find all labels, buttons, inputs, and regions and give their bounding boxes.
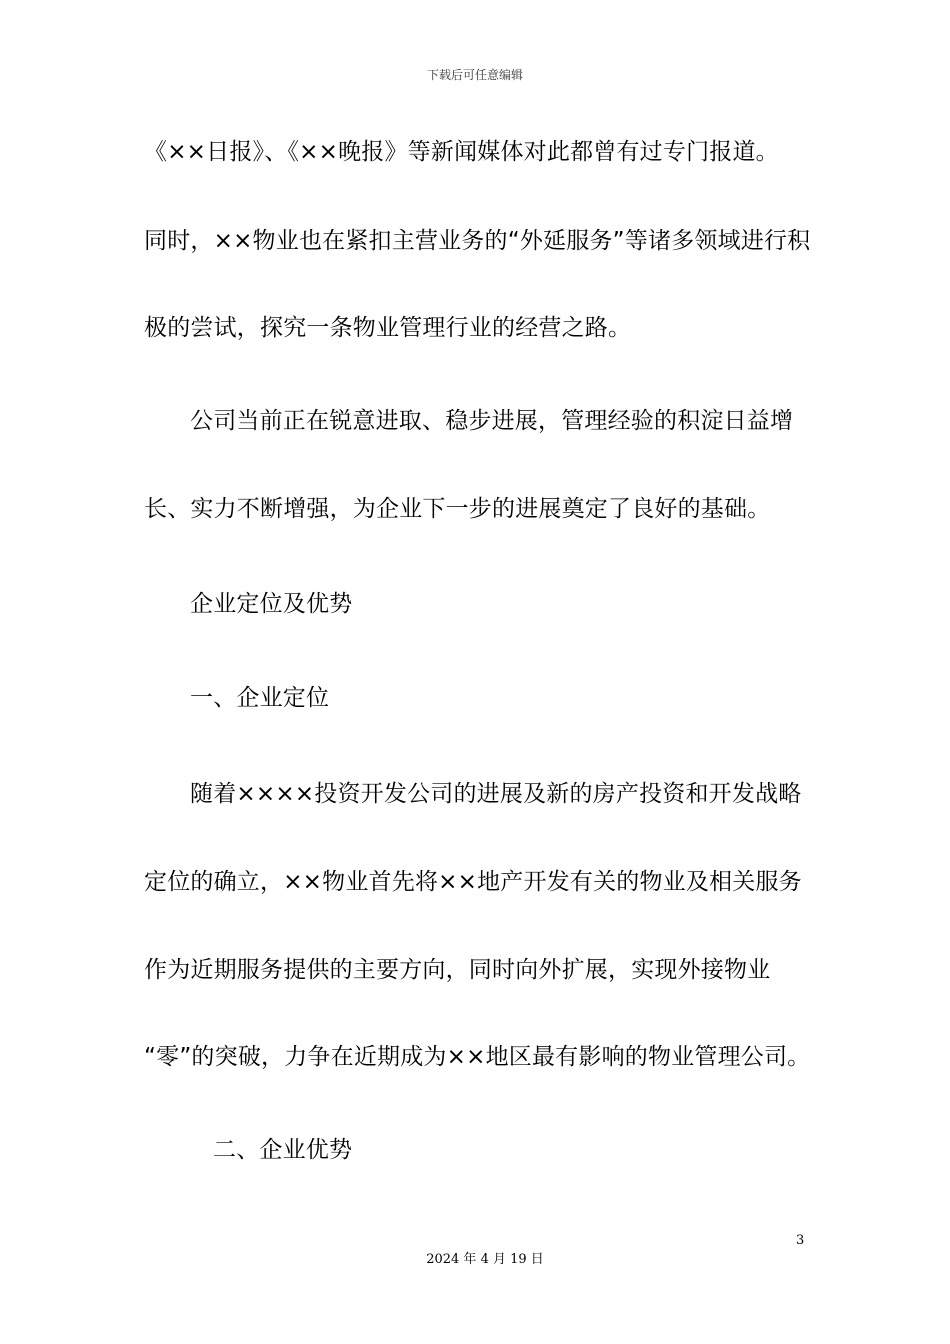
subsection-heading: 二、企业优势 [213, 1137, 353, 1163]
header-note: 下载后可任意编辑 [426, 68, 523, 82]
body-line: 《××日报》、《××晚报》等新闻媒体对此都曾有过专门报道。 [144, 139, 779, 165]
page-number: 3 [796, 1233, 805, 1248]
body-line: 定位的确立，××物业首先将××地产开发有关的物业及相关服务 [144, 869, 802, 895]
body-line: 作为近期服务提供的主要方向，同时向外扩展，实现外接物业 [144, 957, 771, 983]
body-line: 同时，××物业也在紧扣主营业务的“外延服务”等诸多领域进行积 [144, 228, 811, 254]
paragraph-start: 公司当前正在锐意进取、稳步进展，管理经验的积淀日益增 [190, 408, 794, 434]
footer-date: 2024 年 4 月 19 日 [426, 1252, 544, 1267]
body-line: 长、实力不断增强，为企业下一步的进展奠定了良好的基础。 [144, 496, 771, 522]
subsection-heading: 一、企业定位 [190, 685, 330, 711]
paragraph-start: 随着××××投资开发公司的进展及新的房产投资和开发战略 [190, 781, 802, 807]
section-heading: 企业定位及优势 [190, 591, 353, 617]
body-line: “零”的突破，力争在近期成为××地区最有影响的物业管理公司。 [144, 1044, 811, 1070]
body-line: 极的尝试，探究一条物业管理行业的经营之路。 [144, 315, 632, 341]
